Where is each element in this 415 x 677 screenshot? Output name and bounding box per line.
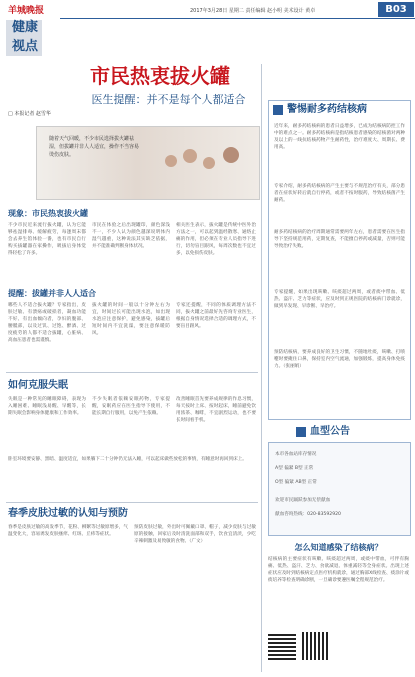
ad-title: 血型公告	[310, 426, 350, 437]
article-subtitle: 医生提醒：并不是每个人都适合	[91, 93, 246, 106]
blood-ad-box	[268, 442, 411, 536]
insomnia-col2: 不少失眠者依赖安眠药物，专家提醒，安眠药应在医生指导下使用，不能长期自行服用，以免产生依赖。	[92, 397, 170, 416]
qa-text: 结核病的主要症状有咳嗽、咳痰超过两周，或痰中带血，可伴有胸痛、低热、盗汗、乏力、食欲减退、体重减轻等全身症状。出现上述症状应及时到结核病定点医疗机构就诊，通过胸部X线检查、痰涂片或痰培养等检查明确诊断，一旦确诊要遵医嘱全程规范治疗。	[268, 557, 409, 583]
section-title: 健康 视点	[11, 20, 38, 54]
allergy-heading: 春季皮肤过敏的认知与预防	[8, 508, 128, 519]
qr-code-icon	[302, 632, 330, 660]
sidebar-para: 专家提醒，如果出现咳嗽、咳痰超过两周，或者痰中带血、低热、盗汗、乏力等症状，应及时到正规医院的结核病门诊就诊，做到早发现、早诊断、早治疗。	[274, 290, 405, 309]
article-byline: □ 本报记者 赵雪华	[8, 111, 51, 117]
sidebar-para: 专家介绍，耐多药结核病的产生主要与不规范治疗有关，部分患者在症状好转后就自行停药，或者不按时服药，导致结核菌产生耐药。	[274, 184, 405, 203]
section-divider	[6, 502, 258, 503]
section1-col3: 相关医生表示，拔火罐是传统中医外治方法之一，可以起到温经散寒、通络止痛的作用，但必须在专业人员指导下进行，切勿盲目跟风，每周次数也不宜过多，以免损伤皮肤。	[176, 223, 256, 256]
ad-tag-icon	[296, 427, 306, 437]
page-number: B03	[378, 2, 414, 17]
column-divider	[261, 64, 262, 672]
sidebar-tag-icon	[273, 105, 283, 115]
insomnia-col3: 改善睡眠首先要养成规律的作息习惯，每天按时上床、按时起床，睡前避免饮用浓茶、咖啡，不宜剧烈运动，也不要长时间看手机。	[176, 397, 256, 423]
ad-line: 献血咨询热线：020-83592920	[275, 512, 341, 517]
section2-col3: 专家还提醒，不同的体质调理方法不同，拔火罐之前最好先咨询专业医生，根据自身情况选择合适的调理方式，不要盲目跟风。	[176, 303, 256, 329]
blood-ad-title-bar	[268, 424, 409, 440]
ad-line: 本市各血站库存情况	[275, 452, 317, 457]
header-rule	[60, 18, 415, 19]
cup-mark-icon	[203, 157, 215, 169]
allergy-col1: 春季是皮肤过敏的高发季节，花粉、柳絮等过敏原增多，气温变化大，容易诱发皮肤瘙痒、红斑、丘疹等症状。	[8, 525, 128, 537]
sidebar-para: 耐多药结核病的治疗周期通常需要两年左右，患者需要在医生指导下坚持规范用药，定期复查，不能擅自停药或减量，否则可能导致治疗失败。	[274, 230, 405, 249]
allergy-col2: 预防皮肤过敏，外出时可佩戴口罩、帽子，减少皮肤与过敏原的接触，回家后及时清洗面部和双手，饮食宜清淡，少吃辛辣刺激及易致敏的食物。（广文）	[134, 525, 256, 544]
ad-line: 欢迎市民踊跃参加无偿献血	[275, 498, 331, 503]
article-title: 市民热衷拔火罐	[90, 64, 230, 88]
insomnia-col1: 失眠是一种常见的睡眠障碍，表现为入睡困难、睡眠浅易醒、早醒等，长期失眠会影响身体健康和工作效率。	[8, 397, 86, 416]
insomnia-heading: 如何克服失眠	[8, 380, 68, 391]
newspaper-logo: 羊城晚报	[8, 6, 45, 16]
qa-title: 怎么知道感染了结核病？	[294, 542, 383, 552]
section1-col1: 不少市民近来流行拔火罐，认为它能够祛湿排毒、缓解疲劳，每逢周末都会去养生馆体验一番，也有市民自行购买拔罐器在家操作，吸拔后身体觉得轻松了许多。	[8, 223, 86, 256]
issue-meta: 2017年3月28日 星期二 责任编辑 赵小明 美术设计 黄卓	[190, 8, 316, 14]
section1-heading: 现象：市民热衷拔火罐	[8, 209, 88, 218]
cup-mark-icon	[183, 149, 197, 163]
cupping-photo	[36, 126, 260, 200]
sidebar-title: 警惕耐多药结核病	[287, 104, 367, 115]
photo-caption: 随着天气回暖，不少市民选择拔火罐祛湿，但拔罐并非人人适宜，操作不当容易烫伤皮肤。	[49, 136, 140, 158]
sidebar-para: 预防结核病，要养成良好的卫生习惯，不随地吐痰，咳嗽、打喷嚏时要掩住口鼻，保持室内空气流通，加强锻炼，提高身体免疫力。（张丽娟）	[274, 350, 405, 369]
insomnia-col4: 卧室环境要安静、黑暗、温度适宜，如果躺下二十分钟仍无法入睡，可以起床做些放松的事情，有睡意时再回到床上。	[8, 457, 247, 462]
ad-line: O型 偏紧 AB型 正常	[275, 480, 317, 485]
ad-line: A型 偏紧 B型 正常	[275, 466, 314, 471]
sidebar-box	[268, 100, 411, 420]
section-divider	[6, 372, 258, 373]
qr-code-icon	[268, 632, 296, 660]
section1-col2: 市民在体验之后出现罐印，颜色深浅不一，不少人认为颜色越深说明体内湿气越重，这种说法其实缺乏依据，并不能准确判断身体状况。	[92, 223, 170, 249]
section2-col1: 哪些人不适合拔火罐？专家指出，皮肤过敏、有溃疡或破损者，凝血功能不好、有出血倾向者，孕妇的腹部、腰骶部，以及过饥、过饱、醉酒、过度疲劳的人都不适合拔罐，心脏病、高血压患者也需谨慎。	[8, 303, 86, 343]
cup-mark-icon	[223, 147, 239, 163]
section2-col2: 拔火罐的时间一般以十分钟左右为宜，时间过长可能出现水泡，如出现水泡应注意保护，避免感染，拔罐后短时间内不宜洗澡，要注意保暖防风。	[92, 303, 170, 336]
cup-mark-icon	[165, 155, 177, 167]
section2-heading: 提醒：拔罐并非人人适合	[8, 289, 96, 298]
sidebar-para: 近年来，耐多药结核病的患者日益增多，已成为结核病防控工作中的难点之一。耐多药结核病是指结核患者感染的结核菌对两种及以上的一线抗结核药物产生耐药性，治疗难度大、周期长、费用高。	[274, 124, 405, 150]
